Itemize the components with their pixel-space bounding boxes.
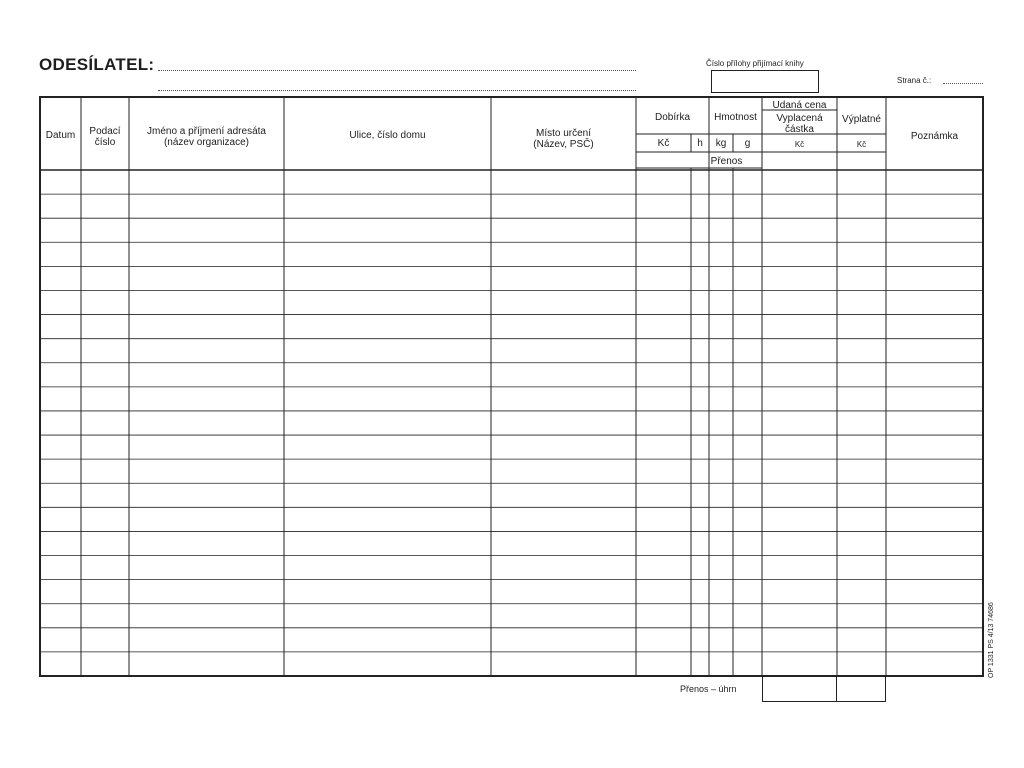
prenos-uhrn-box-udana[interactable] <box>762 676 837 702</box>
sender-title: ODESÍLATEL: <box>39 55 155 74</box>
col-header-udana-kc: Kč <box>794 140 805 149</box>
col-header-vyplacena-castka: Vyplacená částka <box>776 113 823 135</box>
page-number-label: Strana č.: <box>897 76 932 85</box>
form-code-text: OP 1331 PS 4/13 74686 <box>988 602 995 678</box>
col-header-dobirka-h: h <box>697 138 703 149</box>
prenos-uhrn-box-vyplatne[interactable] <box>836 676 886 702</box>
col-header-datum: Datum <box>45 130 76 141</box>
col-header-dobirka: Dobírka <box>654 112 690 123</box>
col-header-podaci-cislo: Podací číslo <box>89 126 121 148</box>
col-header-hmotnost: Hmotnost <box>714 112 757 123</box>
attachment-number-label: Číslo přílohy přijímací knihy <box>706 59 804 68</box>
col-header-hmotnost-kg: kg <box>715 138 727 149</box>
col-header-udana-cena: Udaná cena <box>772 100 827 111</box>
col-header-hmotnost-g: g <box>744 138 751 149</box>
col-header-vyplatne: Výplatné <box>842 114 881 125</box>
col-header-jmeno: Jméno a příjmení adresáta (název organizace) <box>147 126 266 148</box>
col-header-ulice: Ulice, číslo domu <box>349 130 426 141</box>
col-header-dobirka-kc: Kč <box>657 138 670 149</box>
prenos-uhrn-label: Přenos – úhrn <box>680 684 737 694</box>
col-header-vyplatne-kc: Kč <box>856 140 867 149</box>
col-header-misto: Místo určení (Název, PSČ) <box>533 128 594 150</box>
prenos-label: Přenos <box>710 156 743 167</box>
col-header-poznamka: Poznámka <box>910 131 959 142</box>
